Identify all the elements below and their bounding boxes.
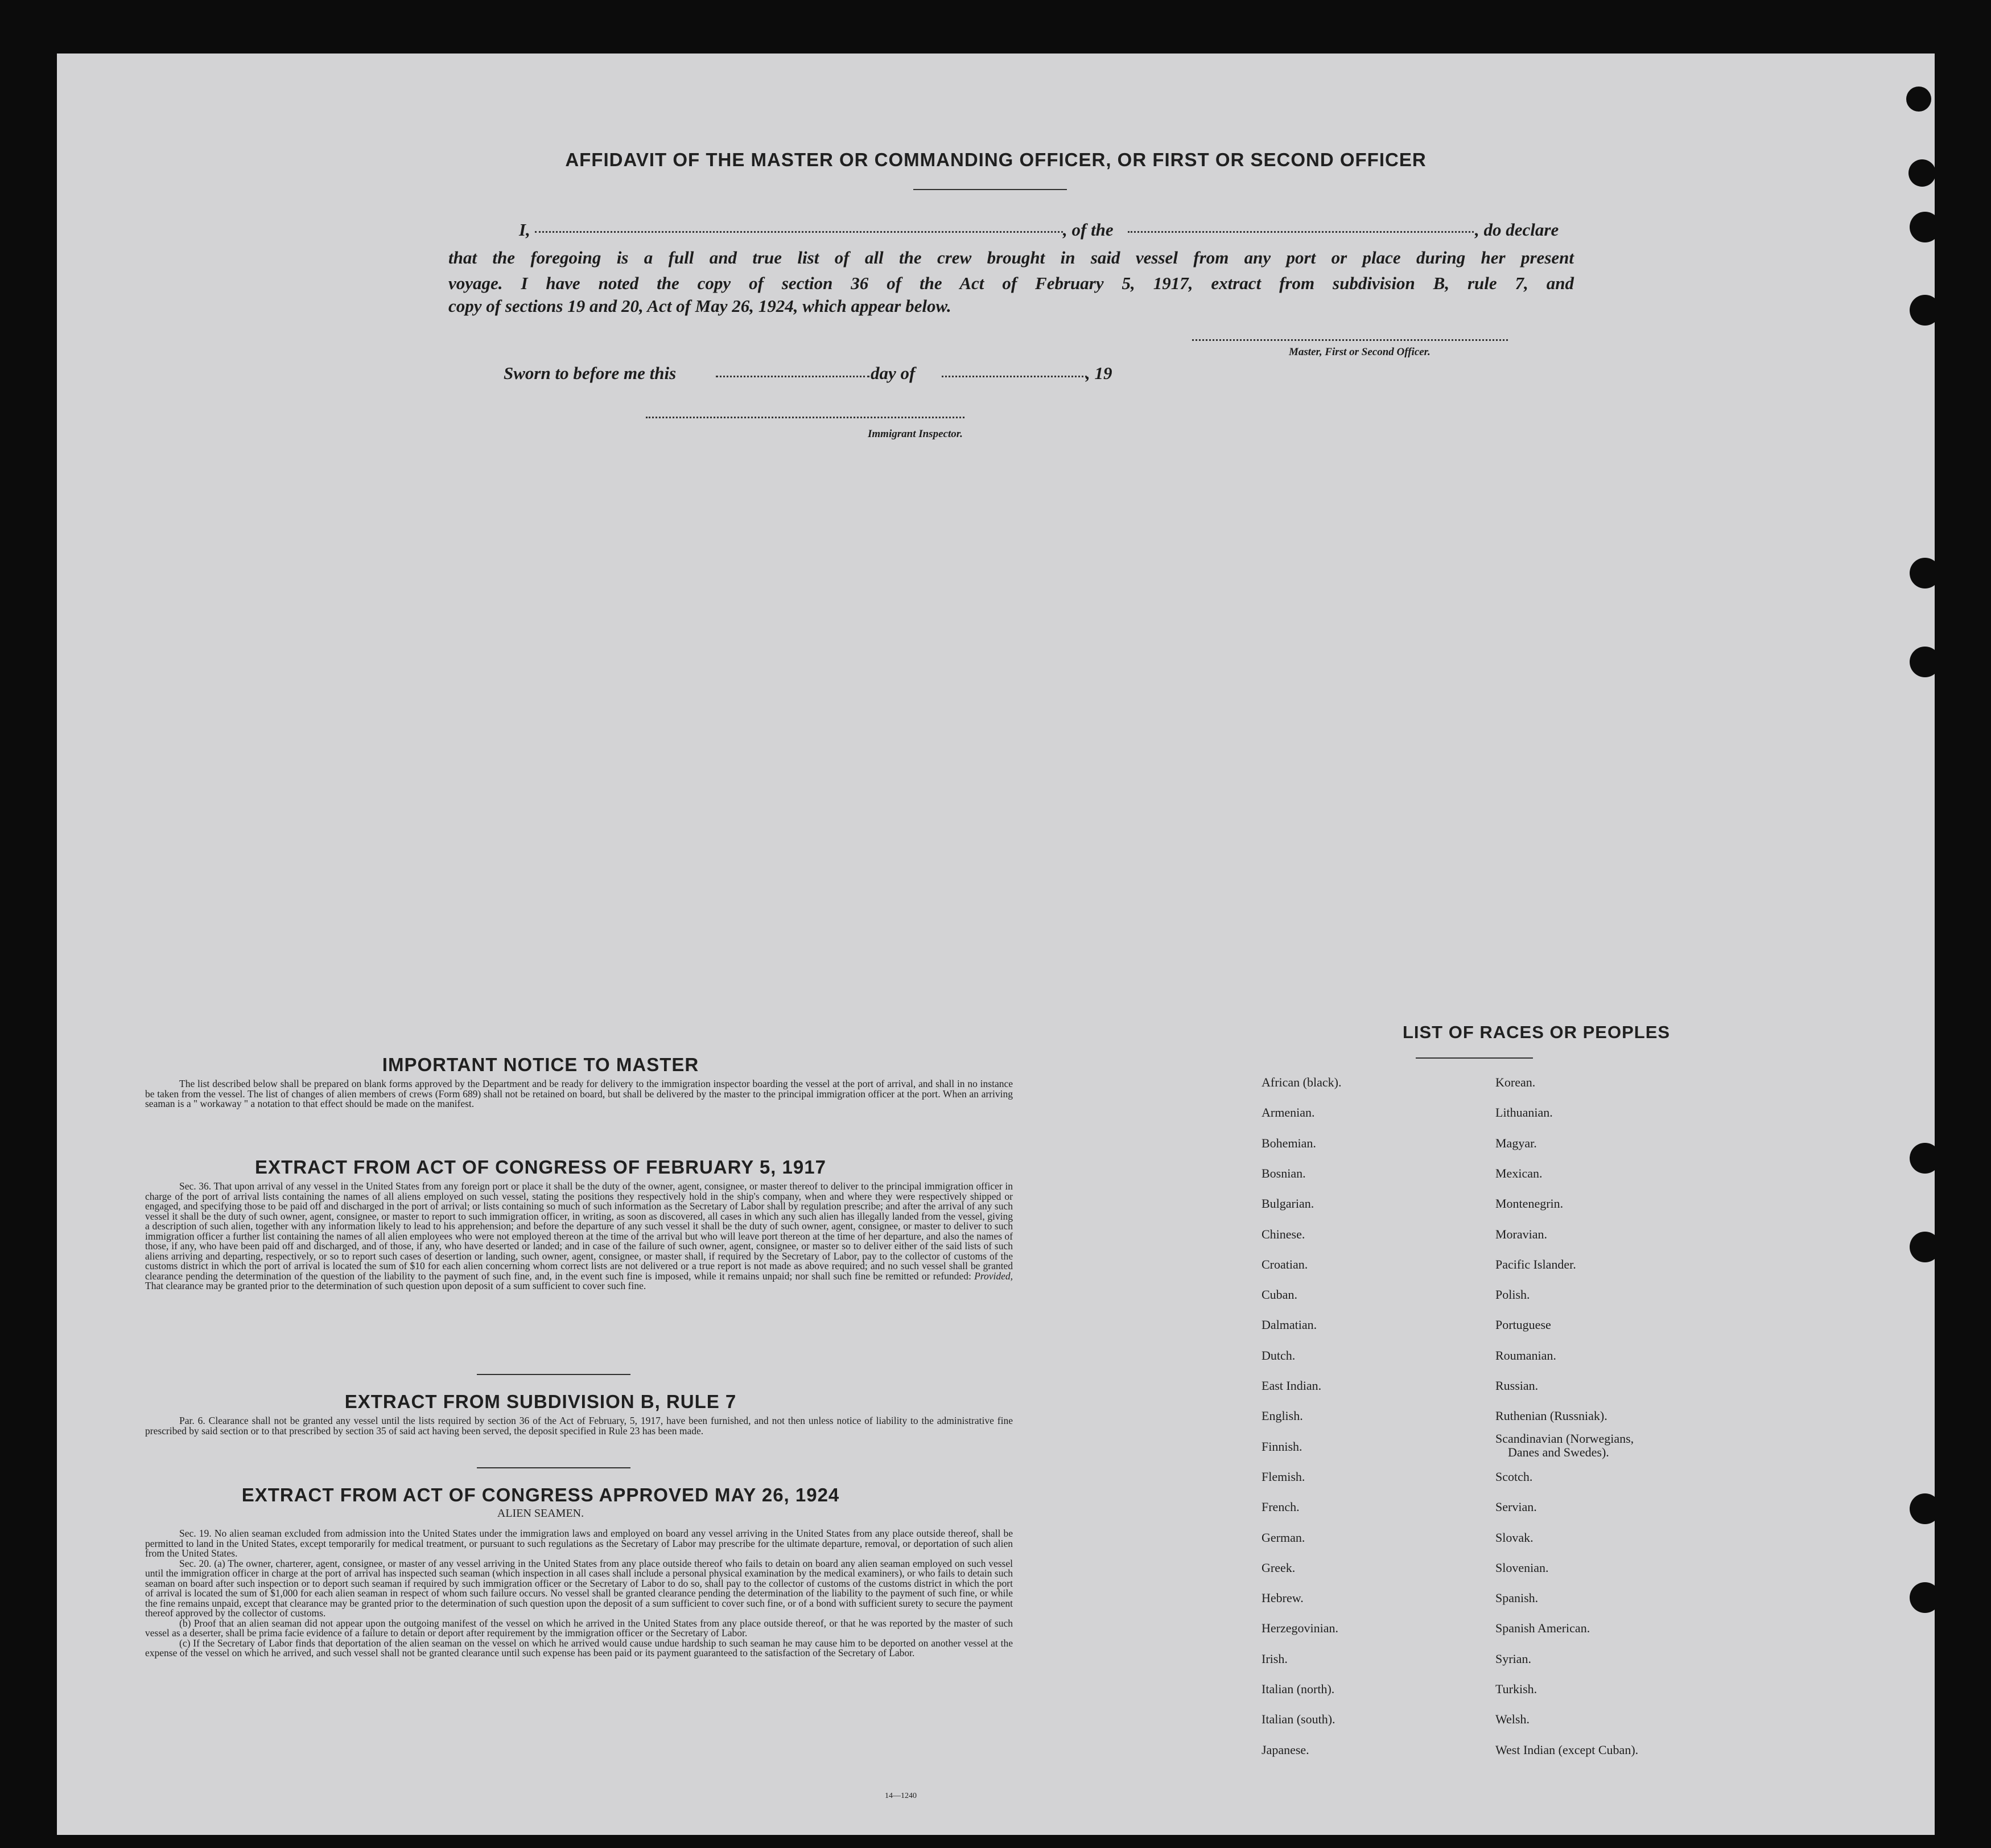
affidavit-of-the: , of the [1063, 220, 1114, 240]
sec20c-text: (c) If the Secretary of Labor finds that deportation of the alien seaman on the vessel on which he arrived would cause undue hardship to such seaman he may cause him to be deported on another vessel at the expense of the vessel on which he arrived, and such vessel shall not be granted clearance until such expense has been paid or its payment guaranteed to the satisfaction of the Secretary of Labor. [145, 1637, 1013, 1658]
punch-hole [1910, 1232, 1940, 1262]
sec20b-text: (b) Proof that an alien seaman did not appear upon the outgoing manifest of the vessel on which he arrived in the United States from any place outside thereof, or that he was reported by the master of such vessel as a deserter, shall be prima facie evidence of a failure to detain or deport after requirement by the immigration officer or the Secretary of Labor. [145, 1617, 1013, 1639]
race-item: Japanese. [1262, 1742, 1309, 1757]
race-item: Hebrew. [1262, 1591, 1304, 1606]
race-item-line: Danes and Swedes). [1508, 1444, 1609, 1459]
race-item: Bosnian. [1262, 1166, 1306, 1180]
race-item: Finnish. [1262, 1439, 1302, 1454]
race-item: English. [1262, 1409, 1303, 1423]
notice-paragraph: The list described below shall be prepared on blank forms approved by the Department and be ready for delivery to the immigration inspector boarding the vessel at the port of arrival, and shall in no instance be taken from the vessel. The list of changes of alien members of crews (Form 689) shall not be retained on board, but shall be delivered by the master to the principal immigration officer at the port. When an arriving seaman is a " workaway " a notation to that effect should be made on the manifest. [145, 1078, 1013, 1109]
punch-hole [1906, 87, 1931, 112]
race-item: Servian. [1495, 1500, 1537, 1514]
race-item: Welsh. [1495, 1712, 1530, 1727]
race-item: Spanish. [1495, 1591, 1539, 1606]
races-title: LIST OF RACES OR PEOPLES [1402, 1022, 1671, 1042]
punch-hole [1910, 1582, 1940, 1613]
race-item: Italian (north). [1262, 1682, 1335, 1696]
declaration-line-3: copy of sections 19 and 20, Act of May 26, 1924, which appear below. [448, 296, 951, 316]
race-item: African (black). [1262, 1075, 1342, 1089]
extract-1924-text [145, 1529, 1013, 1658]
race-item: Mexican. [1495, 1166, 1543, 1180]
sworn-month-blank [942, 376, 1087, 377]
declaration-line-1: that the foregoing is a full and true list of all the crew brought in said vessel from any port or place during her present [448, 248, 1574, 267]
master-signature-label: Master, First or Second Officer. [1289, 346, 1431, 358]
name-blank [535, 231, 1063, 233]
sworn-text: Sworn to before me this [504, 363, 677, 383]
sec20a-text: Sec. 20. (a) The owner, charterer, agent, consignee, or master of any vessel arriving in the United States from any place outside thereof who fails to detain on board any alien seaman employed on such vessel until the immigration officer in charge at the port of arrival has inspected such seaman (which inspection in all cases shall include a personal physical examination by the medical examiners), or who fails to detain such seaman on board after such inspection or to deport such seaman if required by such immigration officer or the Secretary of Labor to do so, shall pay to the collector of customs of the customs district in which the port of arrival is located the sum of $1,000 for each alien seaman in respect of whom such failure occurs. No vessel shall be granted clearance pending the determination of the liability to the payment of such fine, or while the fine remains unpaid, except that clearance may be granted prior to the determination of such question upon the deposit of a sum sufficient to cover such fine, or of a bond with sufficient surety to secure the payment thereof approved by the collector of customs. [145, 1557, 1013, 1619]
punch-hole [1910, 647, 1940, 677]
races-title-rule [1416, 1057, 1533, 1059]
race-item: Syrian. [1495, 1651, 1531, 1666]
proviso-word: Provided, [974, 1270, 1013, 1282]
race-item: Moravian. [1495, 1226, 1548, 1241]
extract-1917-title: EXTRACT FROM ACT OF CONGRESS OF FEBRUARY 5, 1917 [255, 1156, 826, 1178]
punch-hole [1908, 159, 1936, 187]
race-item: Dalmatian. [1262, 1318, 1317, 1332]
sworn-day-blank [716, 376, 869, 377]
race-item: Montenegrin. [1495, 1196, 1564, 1211]
race-item: German. [1262, 1530, 1305, 1545]
notice-title: IMPORTANT NOTICE TO MASTER [382, 1054, 699, 1075]
race-item: Armenian. [1262, 1105, 1315, 1120]
declaration-line-2: voyage. I have noted the copy of section 36 of the Act of February 5, 1917, extract from subdivision B, rule 7, and [448, 273, 1574, 293]
affidavit-i: I, [519, 220, 530, 240]
day-of-text: day of [871, 363, 916, 383]
affidavit-do-declare: , do declare [1475, 220, 1559, 240]
rule7-text [145, 1416, 1013, 1436]
year-prefix: , 19 [1086, 363, 1112, 383]
race-item: Ruthenian (Russniak). [1495, 1409, 1607, 1423]
race-item: Slovak. [1495, 1530, 1534, 1545]
punch-hole [1910, 558, 1940, 588]
form-number: 14—1240 [885, 1792, 917, 1800]
race-item: Slovenian. [1495, 1560, 1549, 1575]
race-item: Flemish. [1262, 1469, 1305, 1484]
punch-hole [1910, 1493, 1940, 1524]
sec19-text: Sec. 19. No alien seaman excluded from admission into the United States under the immigration laws and employed on board any vessel arriving in the United States from any place outside thereof, shall be permitted to land in the United States, except temporarily for medical treatment, or pursuant to such regulations as the Secretary of Labor may prescribe for the ultimate departure, removal, or deportation of such alien from the United States. [145, 1528, 1013, 1559]
race-item [1495, 1432, 1634, 1459]
race-item: Turkish. [1495, 1682, 1537, 1696]
race-item: Irish. [1262, 1651, 1288, 1666]
race-item: Polish. [1495, 1287, 1530, 1302]
divider-rule-1 [477, 1374, 630, 1375]
race-item: Greek. [1262, 1560, 1296, 1575]
sec36-text: Sec. 36. That upon arrival of any vessel in the United States from any foreign port or place it shall be the duty of the owner, agent, consignee, or master thereof to deliver to the principal immigration officer in charge of the port of arrival lists containing the names of all aliens employed on such vessel, stating the positions they respectively hold in the ship's company, when and where they were respectively shipped or engaged, and specifying those to be paid off and discharged in the port of arrival; or lists containing so much of such information as the Secretary of Labor shall by regulation prescribe; and after the arrival of any such vessel it shall be the duty of such owner, agent, consignee, or master to report to such immigration officer, in writing, as soon as discovered, all cases in which any such alien has illegally landed from the vessel, giving a description of such alien, together with any information likely to lead to his apprehension; and before the departure of any such vessel it shall be the duty of such owner, agent, consignee, or master to deliver to such immigration officer a further list containing the names of all alien employees who were not employed thereon at the time of the arrival but who will leave port thereon at the time of her departure, and also the names of those, if any, who have been paid off and discharged, and of those, if any, who have deserted or landed; and in case of the failure of such owner, agent, consignee, or master so to deliver either of the said lists of such aliens arriving and departing, respectively, or so to report such cases of desertion or landing, such owner, agent, consignee, or master shall, if required by the Secretary of Labor, pay to the collector of customs of the customs district in which the port of arrival is located the sum of $10 for each alien concerning whom correct lists are not delivered or a true report is not made as above required; and no such vessel shall be granted clearance pending the determination of the question of the liability to the payment of such fine, and, in the event such fine is imposed, while it remains unpaid; nor shall such fine be remitted or refunded: [145, 1180, 1013, 1282]
race-item: Roumanian. [1495, 1348, 1556, 1363]
race-item: Chinese. [1262, 1226, 1305, 1241]
race-item: Cuban. [1262, 1287, 1297, 1302]
sec36-text-end: That clearance may be granted prior to the determination of such question upon deposit of a sum sufficient to cover such fine. [145, 1280, 646, 1291]
affidavit-title: AFFIDAVIT OF THE MASTER OR COMMANDING OFFICER, OR FIRST OR SECOND OFFICER [565, 149, 1427, 170]
race-item: Pacific Islander. [1495, 1257, 1576, 1271]
race-item: Bohemian. [1262, 1135, 1316, 1150]
race-item: Spanish American. [1495, 1621, 1590, 1636]
race-item: Herzegovinian. [1262, 1621, 1338, 1636]
race-item: Dutch. [1262, 1348, 1296, 1363]
race-item: Italian (south). [1262, 1712, 1335, 1727]
inspector-signature-blank [646, 417, 964, 418]
master-signature-blank [1192, 339, 1508, 341]
divider-rule-2 [477, 1467, 630, 1468]
race-item: Magyar. [1495, 1135, 1537, 1150]
rule7-paragraph: Par. 6. Clearance shall not be granted any vessel until the lists required by section 36 of the Act of February, 5, 1917, have been furnished, and not then unless notice of liability to the administrative fine prescribed by said section or to that prescribed by section 35 of said act having been served, the deposit specified in Rule 23 has been made. [145, 1415, 1013, 1437]
inspector-label: Immigrant Inspector. [868, 428, 963, 440]
rule7-title: EXTRACT FROM SUBDIVISION B, RULE 7 [344, 1391, 737, 1412]
race-item: Portuguese [1495, 1318, 1551, 1332]
punch-hole [1910, 1143, 1940, 1174]
punch-hole [1910, 295, 1940, 326]
race-item: French. [1262, 1500, 1300, 1514]
title-rule [913, 189, 1067, 190]
race-item: Russian. [1495, 1378, 1539, 1393]
notice-text [145, 1079, 1013, 1109]
race-item: Croatian. [1262, 1257, 1308, 1271]
vessel-blank [1128, 231, 1474, 233]
race-item: Scotch. [1495, 1469, 1533, 1484]
race-item: Lithuanian. [1495, 1105, 1553, 1120]
extract-1917-text [145, 1182, 1013, 1291]
race-item: West Indian (except Cuban). [1495, 1742, 1639, 1757]
race-item: Korean. [1495, 1075, 1536, 1089]
document-page [57, 53, 1935, 1835]
extract-1924-subtitle: ALIEN SEAMEN. [497, 1507, 584, 1520]
race-item: East Indian. [1262, 1378, 1322, 1393]
extract-1924-title: EXTRACT FROM ACT OF CONGRESS APPROVED MAY 26, 1924 [241, 1484, 840, 1505]
race-item-line: Scandinavian (Norwegians, [1495, 1431, 1634, 1446]
punch-hole [1910, 212, 1940, 242]
race-item: Bulgarian. [1262, 1196, 1314, 1211]
